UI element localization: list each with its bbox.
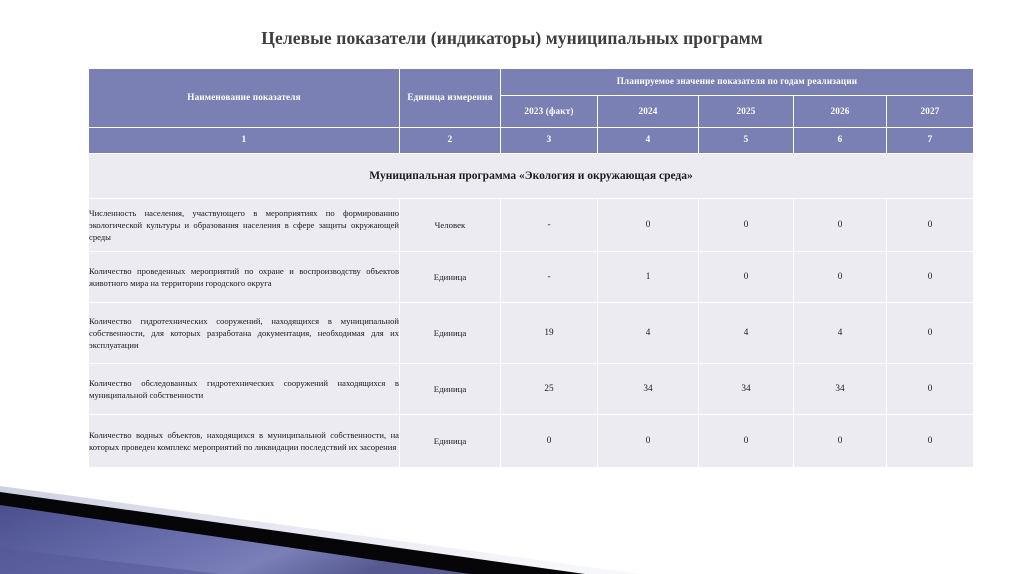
column-header-unit: Единица измерения [400, 69, 500, 127]
column-number-3: 3 [501, 128, 597, 153]
value-2023: 0 [501, 415, 597, 467]
column-number-4: 4 [598, 128, 698, 153]
value-2023: - [501, 199, 597, 251]
table-row [89, 364, 973, 414]
indicator-name: Количество водных объектов, находящихся в муниципальной собственности, на которых проведен комплекс мероприятий по ликвидации последствий их засорения [89, 415, 399, 467]
value-2026: 0 [794, 199, 886, 251]
indicator-unit: Человек [400, 199, 500, 251]
ribbon-light [0, 486, 640, 574]
value-2024: 4 [598, 303, 698, 363]
column-number-6: 6 [794, 128, 886, 153]
column-number-5: 5 [699, 128, 793, 153]
table-header-row-numbering [89, 128, 973, 153]
ribbon-purple-accent [0, 548, 220, 574]
column-header-year-2023: 2023 (факт) [501, 96, 597, 127]
column-header-year-2024: 2024 [598, 96, 698, 127]
column-header-year-2025: 2025 [699, 96, 793, 127]
value-2026: 34 [794, 364, 886, 414]
page-title: Целевые показатели (индикаторы) муниципальных программ [261, 28, 763, 48]
value-2025: 34 [699, 364, 793, 414]
value-2025: 0 [699, 252, 793, 302]
ribbon-black [0, 492, 585, 574]
column-header-indicator-name: Наименование показателя [89, 69, 399, 127]
indicator-name: Количество обследованных гидротехнических сооружений находящихся в муниципальной собственности [89, 364, 399, 414]
value-2024: 0 [598, 415, 698, 467]
ribbon-purple [0, 505, 470, 574]
value-2025: 4 [699, 303, 793, 363]
column-header-year-2026: 2026 [794, 96, 886, 127]
table-header-row-primary [89, 69, 973, 95]
column-header-planned-values-group: Планируемое значение показателя по годам реализации [501, 69, 973, 95]
table-row [89, 252, 973, 302]
value-2025: 0 [699, 199, 793, 251]
indicator-name: Численность населения, участвующего в мероприятиях по формированию экологической культуры и образования населения в сфере защиты окружающей среды [89, 199, 399, 251]
value-2023: 25 [501, 364, 597, 414]
column-number-7: 7 [887, 128, 973, 153]
value-2023: - [501, 252, 597, 302]
column-header-year-2027: 2027 [887, 96, 973, 127]
value-2026: 0 [794, 252, 886, 302]
value-2025: 0 [699, 415, 793, 467]
indicator-unit: Единица [400, 364, 500, 414]
table-row [89, 415, 973, 467]
value-2027: 0 [887, 252, 973, 302]
value-2026: 0 [794, 415, 886, 467]
value-2024: 1 [598, 252, 698, 302]
table-row [89, 199, 973, 251]
value-2027: 0 [887, 415, 973, 467]
indicator-unit: Единица [400, 415, 500, 467]
value-2024: 34 [598, 364, 698, 414]
table-row [89, 303, 973, 363]
value-2023: 19 [501, 303, 597, 363]
program-section-row [89, 154, 973, 198]
value-2026: 4 [794, 303, 886, 363]
indicators-table [88, 68, 974, 468]
value-2027: 0 [887, 364, 973, 414]
column-number-2: 2 [400, 128, 500, 153]
column-number-1: 1 [89, 128, 399, 153]
indicator-unit: Единица [400, 252, 500, 302]
value-2027: 0 [887, 199, 973, 251]
indicator-name: Количество гидротехнических сооружений, находящихся в муниципальной собственности, для которых разработана документация, необходимая для их эксплуатации [89, 303, 399, 363]
indicator-unit: Единица [400, 303, 500, 363]
program-section-title: Муниципальная программа «Экология и окружающая среда» [89, 154, 973, 198]
indicator-name: Количество проведенных мероприятий по охране и воспроизводству объектов животного мира на территории городского округа [89, 252, 399, 302]
value-2027: 0 [887, 303, 973, 363]
value-2024: 0 [598, 199, 698, 251]
